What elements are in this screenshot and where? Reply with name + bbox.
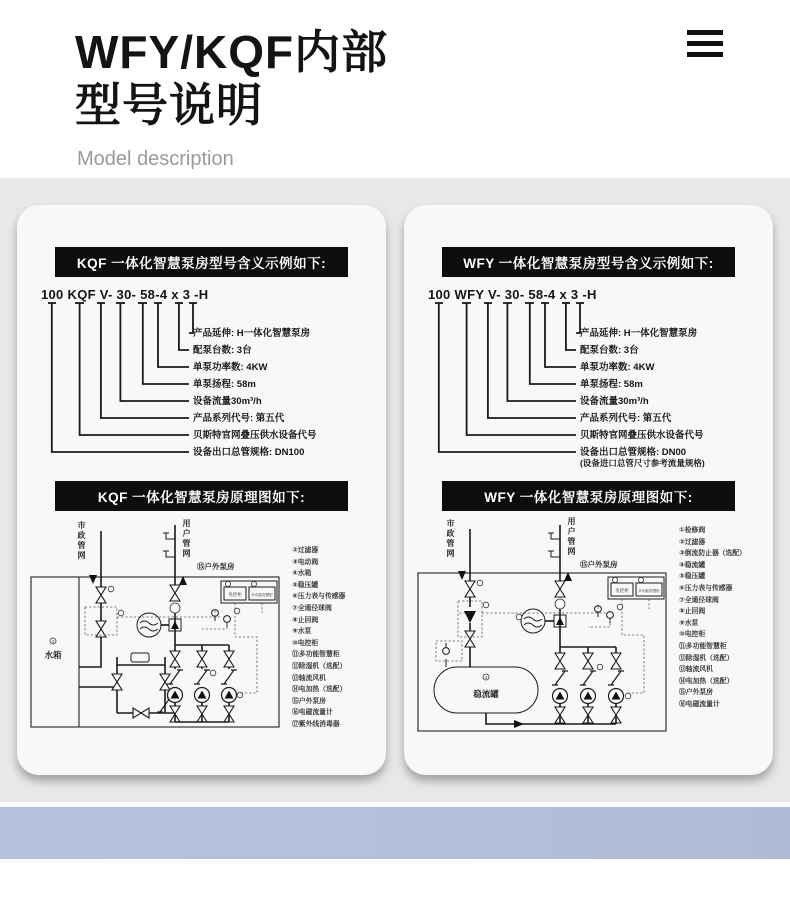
- flow-down-arrow-icon: [458, 571, 466, 580]
- pump-icon: [195, 688, 210, 703]
- page-title-line1: WFY/KQF内部: [75, 26, 389, 78]
- legend-item: ⑯电磁流量计: [679, 700, 720, 708]
- legend-item: ③倒流防止器（选配）: [679, 550, 746, 558]
- kqf-callout-7: 设备出口总管规格: DN100: [193, 447, 305, 458]
- check-valve-icon: [171, 621, 179, 629]
- svg-text:4: 4: [51, 639, 55, 645]
- valve-icon: [112, 674, 122, 690]
- kqf-callout-3: 单泵扬程: 58m: [193, 379, 256, 390]
- valve-icon: [224, 651, 234, 667]
- pressure-tank-icon: [137, 613, 161, 637]
- kqf-callout-4: 设备流量30m³/h: [193, 396, 262, 407]
- wfy-model-title-bar: WFY 一体化智慧泵房型号含义示例如下:: [442, 247, 735, 277]
- wfy-callout-6: 贝斯特官网叠压供水设备代号: [580, 430, 704, 441]
- valve-icon: [96, 587, 106, 603]
- kqf-house-label: ⑮户外泵房: [197, 562, 235, 571]
- legend-item: ⑯电磁流量计: [292, 709, 333, 717]
- flow-right-arrow-icon: [514, 720, 524, 728]
- wfy-callout-3: 单泵扬程: 58m: [580, 379, 643, 390]
- legend-item: ⑩电控柜: [679, 631, 706, 639]
- bottom-photo-band: [0, 807, 790, 859]
- check-valve-icon: [221, 670, 237, 684]
- legend-item: ④稳流罐: [679, 561, 706, 569]
- legend-item: ⑪多功能智慧柜: [292, 651, 340, 659]
- wfy-schematic: [412, 517, 677, 757]
- flow-down-arrow-icon: [89, 575, 97, 584]
- valve-icon: [96, 621, 106, 637]
- legend-item: ⑭电加热（选配）: [292, 686, 347, 694]
- legend-item: ⑩电控柜: [292, 639, 319, 647]
- legend-item: ⑦全通径球阀: [292, 604, 332, 612]
- legend-item: ⑤稳压罐: [292, 581, 319, 589]
- kqf-legend: [290, 517, 382, 757]
- user-network-label: 用户管网: [567, 517, 576, 557]
- valve-icon: [465, 631, 475, 647]
- legend-item: ⑭电加热（选配）: [679, 677, 734, 685]
- pressure-tank-icon: [521, 609, 545, 633]
- check-valve-icon: [552, 671, 568, 685]
- legend-item: ⑧止回阀: [292, 616, 319, 624]
- valve-icon: [170, 585, 180, 601]
- valve-icon: [611, 653, 621, 669]
- kqf-callout-5: 产品系列代号: 第五代: [193, 413, 285, 424]
- check-valve-icon: [580, 671, 596, 685]
- municipal-network-label: 市政管网: [446, 519, 455, 559]
- valve-icon: [465, 581, 475, 597]
- legend-item: ⑨水泵: [679, 619, 699, 627]
- legend-item: ①检修阀: [679, 527, 706, 534]
- wfy-house-label: ⑮户外泵房: [580, 560, 618, 569]
- control-cabinets: [221, 581, 277, 603]
- cabinet2-label: 多功能智慧柜: [638, 589, 660, 593]
- wfy-model-code: 100 WFY V- 30- 58-4 x 3 -H: [428, 287, 597, 302]
- legend-item: ⑧止回阀: [679, 608, 706, 616]
- pump-icon: [168, 688, 183, 703]
- legend-item: ⑥压力表与传感器: [679, 584, 733, 592]
- wfy-callout-2: 单泵功率数: 4KW: [580, 362, 655, 373]
- page-subtitle: Model description: [77, 148, 234, 170]
- check-valve-icon: [194, 670, 210, 684]
- flow-meter-icon: [555, 599, 565, 609]
- wfy-callout-0: 产品延伸: H一体化智慧泵房: [580, 328, 698, 339]
- pump-house-boundary: [418, 573, 666, 731]
- valve-icon: [197, 651, 207, 667]
- page-title-line2: 型号说明: [75, 78, 263, 131]
- pump-icon: [553, 689, 568, 704]
- valve-icon: [170, 651, 180, 667]
- pump-icon: [609, 689, 624, 704]
- wfy-callout-5: 产品系列代号: 第五代: [580, 413, 672, 424]
- legend-item: ②过滤器: [679, 538, 706, 546]
- legend-item: ⑬轴流风机: [292, 674, 326, 682]
- legend-item: ⑫除湿机（选配）: [679, 654, 734, 662]
- kqf-diagram-title-bar: KQF 一体化智慧泵房原理图如下:: [55, 481, 348, 511]
- faucet-icon: [163, 533, 175, 557]
- municipal-network-label: 市政管网: [77, 521, 86, 561]
- flow-meter-icon: [170, 603, 180, 613]
- kqf-model-code: 100 KQF V- 30- 58-4 x 3 -H: [41, 287, 209, 302]
- legend-item: ⑤稳压罐: [679, 573, 706, 581]
- check-valve-icon: [556, 617, 564, 625]
- legend-item: ③电动阀: [292, 558, 319, 566]
- valve-icon: [583, 653, 593, 669]
- legend-item: ⑰紫外线消毒器: [292, 720, 340, 728]
- svg-text:4: 4: [484, 674, 488, 680]
- valve-icon: [160, 674, 170, 690]
- valve-icon: [555, 581, 565, 597]
- kqf-callout-6: 贝斯特官网叠压供水设备代号: [193, 430, 317, 441]
- valve-icon: [555, 653, 565, 669]
- pump-icon: [222, 688, 237, 703]
- pressure-gauge-icon: [224, 616, 231, 627]
- user-network-label: 用户管网: [182, 519, 191, 559]
- legend-item: ②过滤器: [292, 547, 319, 554]
- legend-item: ⑦全通径球阀: [679, 596, 719, 604]
- page-title: [75, 26, 388, 132]
- wfy-callout-4: 设备流量30m³/h: [580, 396, 649, 407]
- wfy-card: [404, 205, 773, 775]
- control-cabinets: [608, 577, 664, 599]
- kqf-model-title-bar: KQF 一体化智慧泵房型号含义示例如下:: [55, 247, 348, 277]
- kqf-card: [17, 205, 386, 775]
- wfy-callout-7: 设备出口总管规格: DN00: [580, 447, 687, 458]
- wfy-diagram-title-bar: WFY 一体化智慧泵房原理图如下:: [442, 481, 735, 511]
- check-valve-icon: [608, 671, 624, 685]
- legend-item: ⑮户外泵房: [292, 697, 326, 705]
- check-valve-icon: [167, 670, 183, 684]
- legend-item: ⑮户外泵房: [679, 689, 713, 697]
- cabinet2-label: 多功能智慧柜: [251, 593, 273, 597]
- legend-item: ⑬轴流风机: [679, 666, 713, 674]
- cabinet1-label: 电控柜: [228, 592, 242, 597]
- wfy-callout-note: (设备进口总管尺寸参考流量规格): [580, 458, 705, 468]
- legend-item: ⑫除湿机（选配）: [292, 662, 347, 670]
- pressure-gauge-icon: [607, 612, 614, 623]
- pump-icon: [581, 689, 596, 704]
- kqf-callout-0: 产品延伸: H一体化智慧泵房: [193, 328, 311, 339]
- kqf-schematic: [25, 517, 290, 757]
- wfy-tank-label: 稳流罐: [473, 689, 499, 699]
- valve-icon: [133, 708, 149, 718]
- faucet-icon: [548, 533, 560, 557]
- kqf-tank-label: 水箱: [44, 650, 62, 660]
- legend-item: ⑥压力表与传感器: [292, 593, 346, 601]
- legend-item: ④水箱: [292, 570, 312, 578]
- pressure-gauge-icon: [443, 643, 450, 654]
- kqf-callout-1: 配泵台数: 3台: [193, 345, 252, 356]
- legend-item: ⑪多功能智慧柜: [679, 642, 727, 650]
- wfy-legend: [677, 517, 769, 757]
- kqf-model-callout-diagram: [37, 285, 377, 477]
- kqf-callout-2: 单泵功率数: 4KW: [193, 362, 268, 373]
- wfy-callout-1: 配泵台数: 3台: [580, 345, 639, 356]
- cabinet1-label: 电控柜: [615, 588, 629, 593]
- hamburger-menu-icon[interactable]: [687, 30, 723, 63]
- wfy-model-callout-diagram: [424, 285, 764, 477]
- legend-item: ⑨水泵: [292, 628, 312, 636]
